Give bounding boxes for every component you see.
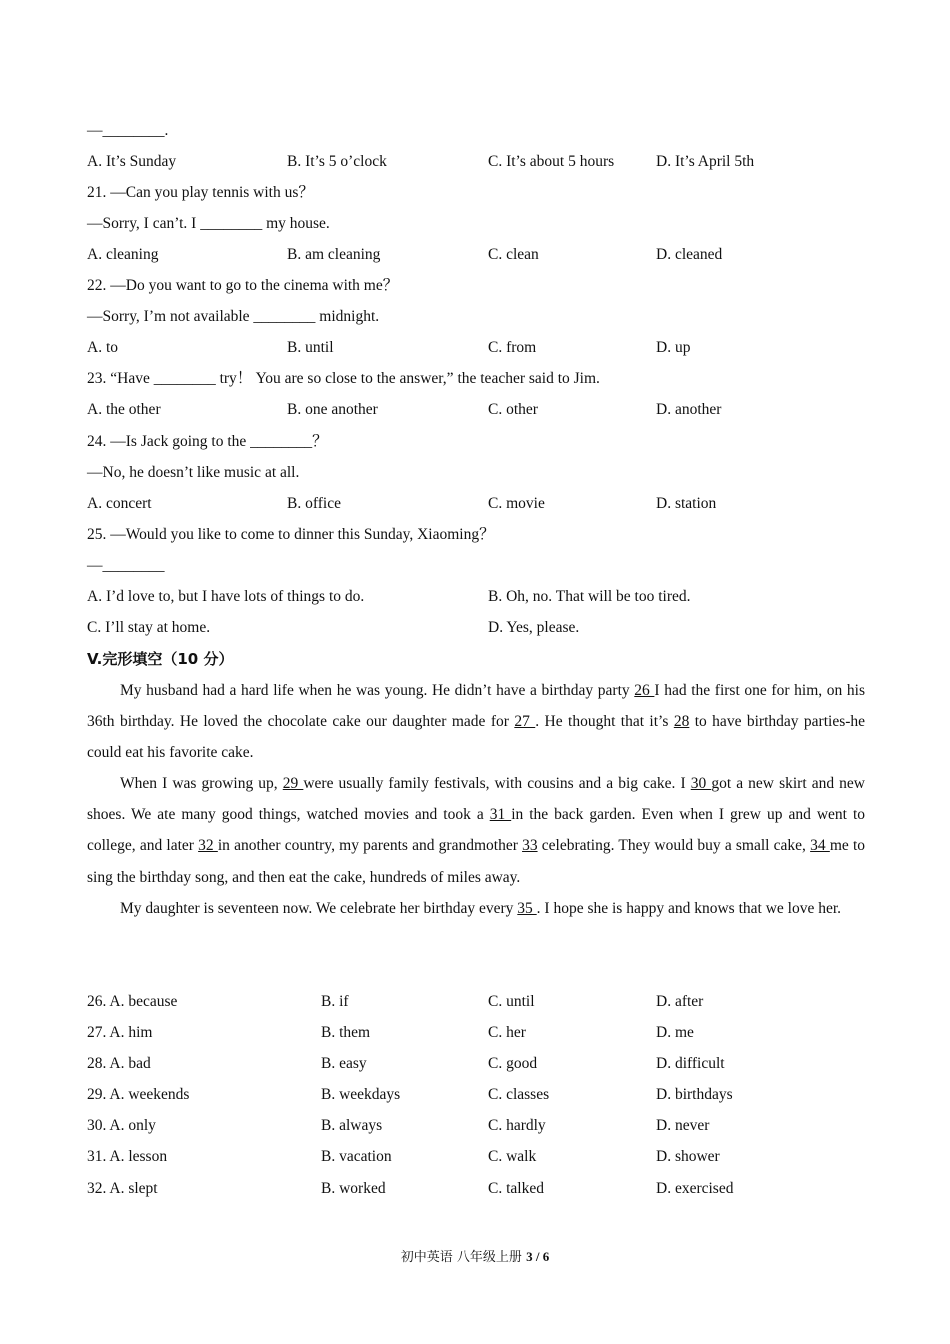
q29-option-d: D. birthdays (656, 1086, 733, 1103)
q31-option-d: D. shower (656, 1148, 720, 1165)
q24-option-d: D. station (656, 495, 717, 512)
q29-option-a: 29. A. weekends (87, 1086, 190, 1103)
q21-option-b: B. am cleaning (287, 246, 381, 263)
q31-option-a: 31. A. lesson (87, 1148, 168, 1165)
cloze-passage (87, 675, 865, 924)
passage-text: My daughter is seventeen now. We celebrate her birthday every (120, 899, 518, 917)
q27-option-a: 27. A. him (87, 1024, 153, 1041)
passage-text: My husband had a hard life when he was young. He didn’t have a birthday party (120, 682, 635, 699)
q28-option-b: B. easy (321, 1055, 367, 1072)
blank-27: 27 (514, 713, 536, 731)
page-footer (0, 1246, 950, 1265)
blank-26: 26 (634, 682, 655, 699)
q31-option-c: C. walk (488, 1148, 537, 1165)
q23-option-d: D. another (656, 401, 722, 418)
section-heading: V.完形填空（10 分） (87, 650, 234, 668)
blank-34: 34 (810, 837, 830, 855)
q21-option-c: C. clean (488, 246, 539, 263)
q21-option-a: A. cleaning (87, 246, 159, 263)
q29-option-b: B. weekdays (321, 1086, 401, 1103)
passage-text: to have birthday parties-he could eat his favorite cake. (87, 713, 866, 762)
blank-28: 28 (673, 713, 690, 731)
q23-option-c: C. other (488, 401, 538, 418)
passage-text: . He thought that it’s (535, 713, 674, 731)
q24-option-a: A. concert (87, 495, 152, 512)
q22-answer: —Sorry, I’m not available ________ midnight. (87, 308, 380, 325)
q20-option-c: C. It’s about 5 hours (488, 153, 615, 170)
passage-text: When I was growing up, (120, 775, 283, 793)
q27-option-b: B. them (321, 1024, 371, 1041)
blank-30: 30 (690, 775, 712, 793)
q32-option-d: D. exercised (656, 1180, 734, 1197)
q26-option-a: 26. A. because (87, 993, 178, 1010)
passage-text: celebrating. They would buy a small cake, (537, 837, 811, 855)
passage-text: I had the first one for him, on his 36th birthday. He loved the chocolate cake our daughter made for (87, 682, 865, 731)
q22-option-c: C. from (488, 339, 537, 356)
passage-paragraph-1 (87, 675, 865, 768)
q27-option-c: C. her (488, 1024, 526, 1041)
q30-option-b: B. always (321, 1117, 383, 1134)
q32-option-c: C. talked (488, 1180, 544, 1197)
q23-option-a: A. the other (87, 401, 161, 418)
blank-29: 29 (282, 775, 304, 793)
q27-option-d: D. me (656, 1024, 694, 1041)
q21-option-d: D. cleaned (656, 246, 723, 263)
q31-option-b: B. vacation (321, 1148, 392, 1165)
footer-label: 初中英语 八年级上册 (400, 1250, 522, 1265)
q20-option-d: D. It’s April 5th (656, 153, 755, 170)
passage-text: were usually family festivals, with cousins and a big cake. I (303, 775, 691, 793)
q20-option-b: B. It’s 5 o’clock (287, 153, 387, 170)
blank-35: 35 (517, 899, 537, 917)
passage-text: got a new skirt and new shoes. We ate many good things, watched movies and took a (87, 775, 866, 824)
q25-option-d: D. Yes, please. (488, 619, 580, 636)
q28-option-d: D. difficult (656, 1055, 725, 1072)
q30-option-a: 30. A. only (87, 1117, 156, 1134)
blank-32: 32 (198, 837, 218, 855)
passage-text: in another country, my parents and grandmother (217, 837, 523, 855)
q22-option-a: A. to (87, 339, 118, 356)
q24-option-b: B. office (287, 495, 341, 512)
passage-text: me to sing the birthday song, and then eat the cake, hundreds of miles away. (87, 837, 866, 886)
q28-option-c: C. good (488, 1055, 538, 1072)
q21-question: 21. —Can you play tennis with us？ (87, 184, 314, 201)
q20-option-a: A. It’s Sunday (87, 153, 177, 170)
q20-answer-line: —________. (87, 122, 169, 139)
blank-31: 31 (489, 806, 512, 824)
passage-paragraph-3 (87, 893, 865, 924)
q30-option-c: C. hardly (488, 1117, 546, 1134)
q25-option-c: C. I’ll stay at home. (87, 619, 211, 636)
q25-question: 25. —Would you like to come to dinner this Sunday, Xiaoming？ (87, 526, 495, 543)
q25-option-a: A. I’d love to, but I have lots of things to do. (87, 588, 365, 605)
q22-option-d: D. up (656, 339, 691, 356)
q22-question: 22. —Do you want to go to the cinema with me？ (87, 277, 399, 294)
passage-paragraph-2 (87, 768, 865, 892)
q26-option-b: B. if (321, 993, 349, 1010)
q21-answer: —Sorry, I can’t. I ________ my house. (87, 215, 330, 232)
blank-33: 33 (522, 837, 538, 855)
q26-option-c: C. until (488, 993, 535, 1010)
q23-option-b: B. one another (287, 401, 378, 418)
q23-question: 23. “Have ________ try！ You are so close to the answer,” the teacher said to Jim. (87, 370, 600, 387)
q28-option-a: 28. A. bad (87, 1055, 151, 1072)
q25-option-b: B. Oh, no. That will be too tired. (488, 588, 691, 605)
q24-answer: —No, he doesn’t like music at all. (87, 464, 300, 481)
passage-text: in the back garden. Even when I grew up and went to college, and later (87, 806, 865, 855)
q26-option-d: D. after (656, 993, 704, 1010)
q22-option-b: B. until (287, 339, 334, 356)
passage-text: . I hope she is happy and knows that we love her. (536, 899, 842, 917)
q25-answer: —________ (87, 557, 165, 574)
page-number: 3 / 6 (526, 1249, 550, 1264)
q29-option-c: C. classes (488, 1086, 550, 1103)
q32-option-a: 32. A. slept (87, 1180, 158, 1197)
q32-option-b: B. worked (321, 1180, 386, 1197)
q24-question: 24. —Is Jack going to the ________？ (87, 433, 328, 450)
q24-option-c: C. movie (488, 495, 545, 512)
q30-option-d: D. never (656, 1117, 710, 1134)
